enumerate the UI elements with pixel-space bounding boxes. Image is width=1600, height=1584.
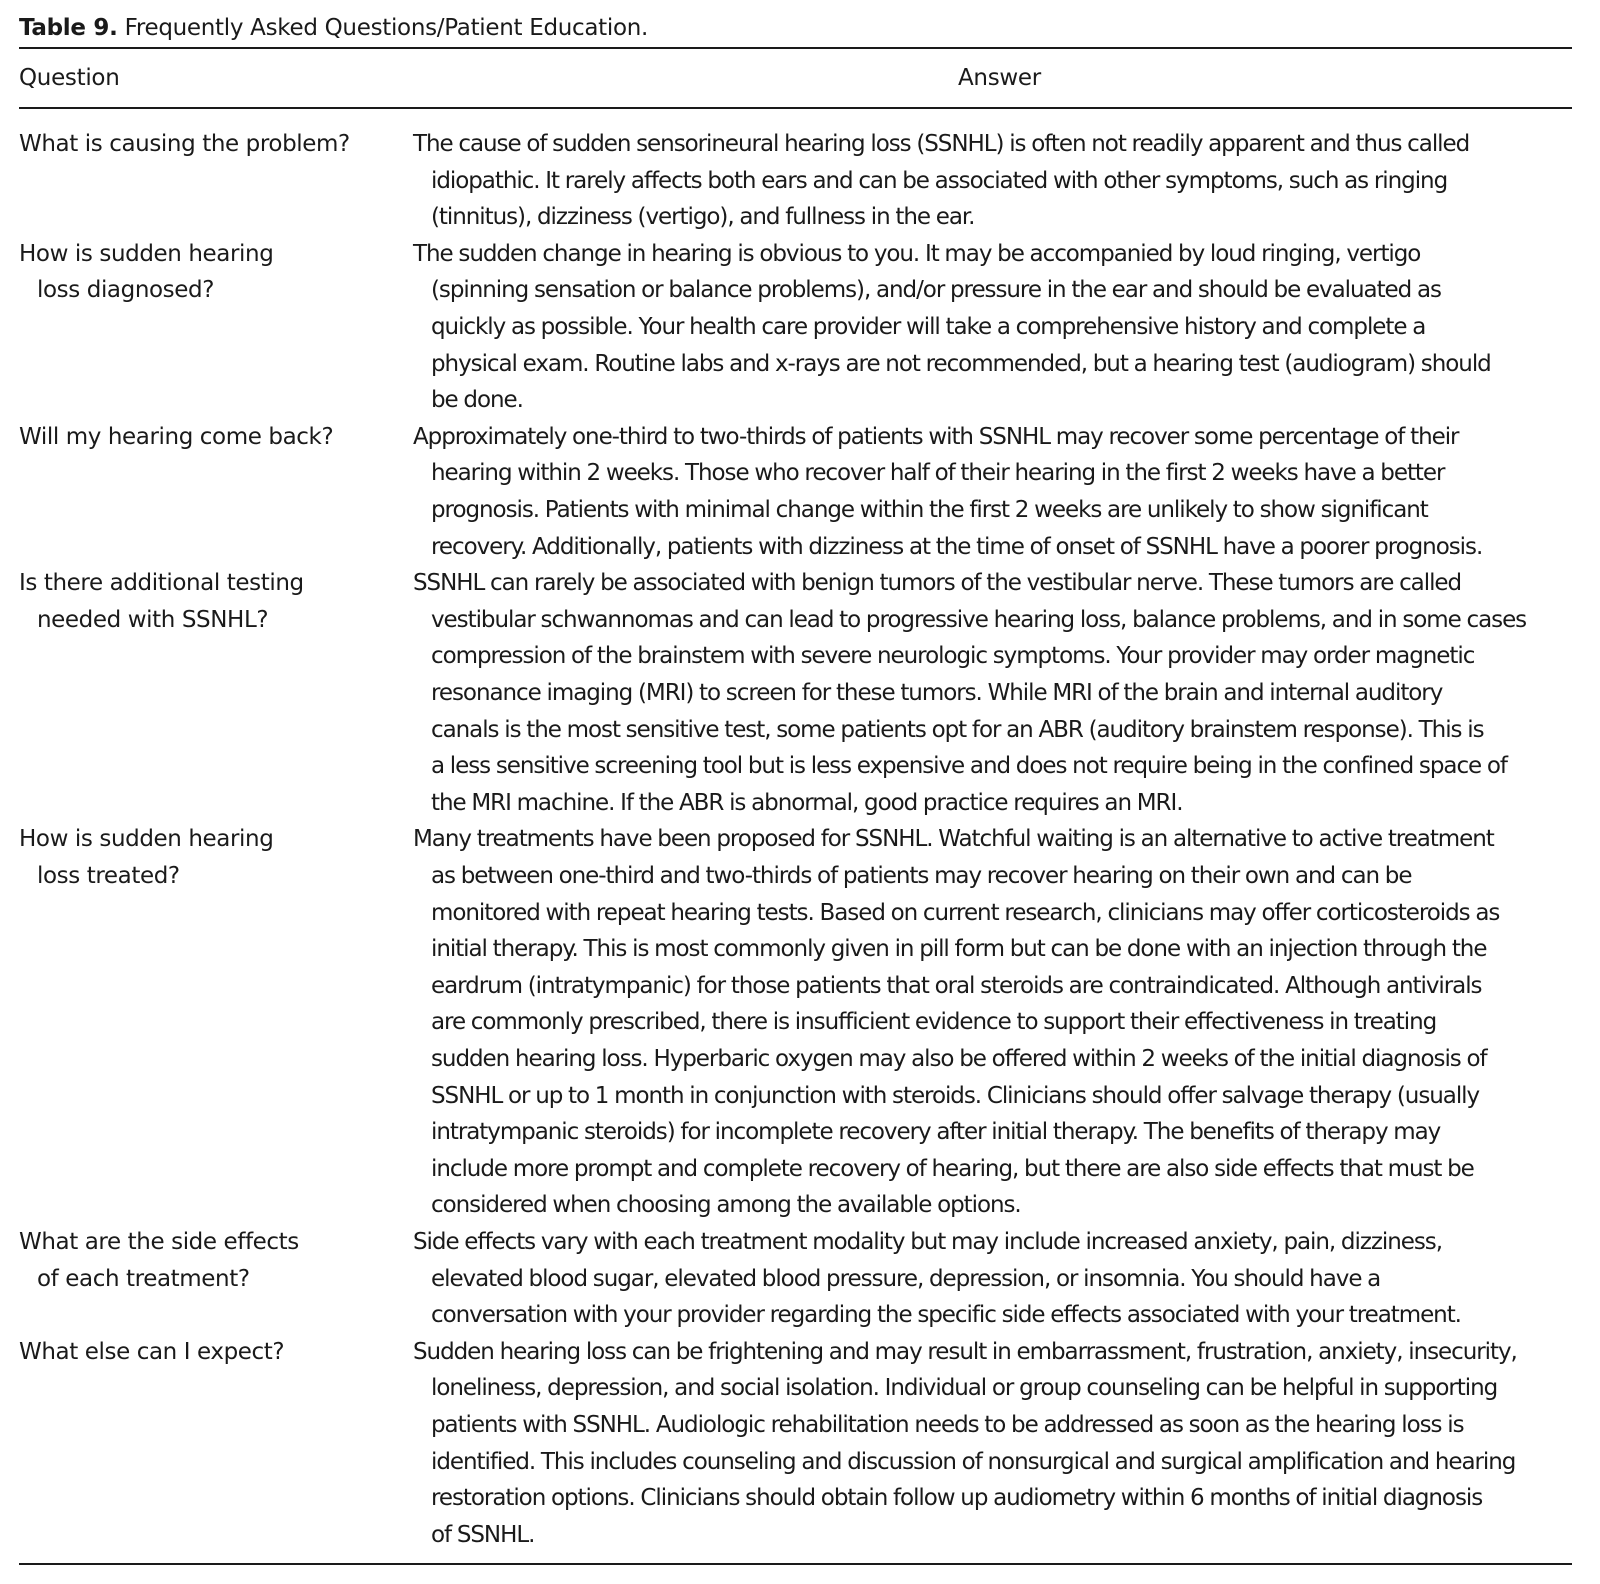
column-header-answer: Answer <box>958 65 1041 91</box>
answer-text: conversation with your provider regarding the specific side effects associated with your treatment. <box>431 1302 1461 1329</box>
answer-text: vestibular schwannomas and can lead to progressive hearing loss, balance problems, and in some cases <box>431 606 1527 633</box>
question-text: What else can I expect? <box>19 1338 285 1365</box>
table-row <box>0 419 1600 565</box>
answer-text: (spinning sensation or balance problems), and/or pressure in the ear and should be evaluated as <box>431 277 1441 304</box>
answer-text: hearing within 2 weeks. Those who recover half of their hearing in the first 2 weeks have a better <box>431 460 1445 487</box>
table-row <box>0 126 1600 236</box>
answer-cell <box>413 419 1588 565</box>
answer-text: a less sensitive screening tool but is less expensive and does not require being in the confined space of <box>431 753 1507 780</box>
answer-text: SSNHL or up to 1 month in conjunction with steroids. Clinicians should offer salvage therapy (usually <box>431 1082 1480 1109</box>
table-title: Frequently Asked Questions/Patient Education. <box>124 15 649 41</box>
answer-text: considered when choosing among the available options. <box>431 1192 1021 1219</box>
answer-text: include more prompt and complete recovery of hearing, but there are also side effects that must be <box>431 1155 1474 1182</box>
answer-text: quickly as possible. Your health care provider will take a comprehensive history and complete a <box>431 313 1426 340</box>
answer-cell <box>413 565 1588 821</box>
bottom-rule <box>19 1563 1572 1565</box>
answer-cell <box>413 236 1588 419</box>
answer-text: SSNHL can rarely be associated with benign tumors of the vestibular nerve. These tumors are called <box>413 570 1462 597</box>
question-text: loss diagnosed? <box>37 277 215 304</box>
table-row <box>0 236 1600 419</box>
answer-text: loneliness, depression, and social isolation. Individual or group counseling can be helpful in supporting <box>431 1375 1498 1402</box>
answer-text: intratympanic steroids) for incomplete recovery after initial therapy. The benefits of therapy may <box>431 1119 1441 1146</box>
answer-text: elevated blood sugar, elevated blood pressure, depression, or insomnia. You should have a <box>431 1265 1381 1292</box>
answer-text: be done. <box>431 387 523 414</box>
column-header-question: Question <box>19 65 120 91</box>
answer-text: resonance imaging (MRI) to screen for these tumors. While MRI of the brain and internal auditory <box>431 679 1443 706</box>
question-text: How is sudden hearing <box>19 240 274 267</box>
answer-text: restoration options. Clinicians should obtain follow up audiometry within 6 months of initial diagnosis <box>431 1485 1483 1512</box>
question-text: of each treatment? <box>37 1265 250 1292</box>
question-cell <box>0 1334 385 1554</box>
table-label: Table 9. <box>19 15 118 41</box>
answer-text: sudden hearing loss. Hyperbaric oxygen may also be offered within 2 weeks of the initial diagnosis of <box>431 1045 1487 1072</box>
answer-cell <box>413 821 1588 1224</box>
answer-text: compression of the brainstem with severe neurologic symptoms. Your provider may order magnetic <box>431 643 1475 670</box>
answer-text: The sudden change in hearing is obvious to you. It may be accompanied by loud ringing, vertigo <box>413 240 1421 267</box>
question-cell <box>0 419 385 565</box>
answer-text: Sudden hearing loss can be frightening and may result in embarrassment, frustration, anxiety, insecurity, <box>413 1338 1517 1365</box>
question-text: Is there additional testing <box>19 570 304 597</box>
table-row <box>0 1334 1600 1554</box>
answer-text: prognosis. Patients with minimal change within the first 2 weeks are unlikely to show significant <box>431 496 1428 523</box>
answer-text: of SSNHL. <box>431 1521 535 1548</box>
table-caption <box>19 12 648 44</box>
table-row <box>0 565 1600 821</box>
answer-text: as between one-third and two-thirds of patients may recover hearing on their own and can be <box>431 862 1412 889</box>
answer-text: physical exam. Routine labs and x-rays are not recommended, but a hearing test (audiogram) should <box>431 350 1491 377</box>
question-cell <box>0 1224 385 1334</box>
answer-text: Approximately one-third to two-thirds of patients with SSNHL may recover some percentage of their <box>413 423 1459 450</box>
question-text: Will my hearing come back? <box>19 423 334 450</box>
answer-text: are commonly prescribed, there is insufficient evidence to support their effectiveness in treating <box>431 1009 1437 1036</box>
question-cell <box>0 236 385 419</box>
answer-text: eardrum (intratympanic) for those patients that oral steroids are contraindicated. Although antivirals <box>431 972 1482 999</box>
answer-text: The cause of sudden sensorineural hearing loss (SSNHL) is often not readily apparent and thus called <box>413 131 1470 157</box>
answer-text: initial therapy. This is most commonly given in pill form but can be done with an injection through the <box>431 936 1487 963</box>
top-rule <box>19 47 1572 49</box>
answer-text: monitored with repeat hearing tests. Based on current research, clinicians may offer corticosteroids as <box>431 899 1500 926</box>
question-text: loss treated? <box>37 862 180 889</box>
answer-text: patients with SSNHL. Audiologic rehabilitation needs to be addressed as soon as the hearing loss is <box>431 1411 1464 1438</box>
question-cell <box>0 565 385 821</box>
table-row <box>0 1224 1600 1334</box>
header-rule <box>19 107 1572 109</box>
answer-cell <box>413 126 1588 236</box>
answer-text: idiopathic. It rarely affects both ears and can be associated with other symptoms, such as ringing <box>431 167 1448 194</box>
answer-text: recovery. Additionally, patients with dizziness at the time of onset of SSNHL have a poorer prognosis. <box>431 533 1483 560</box>
answer-text: Side effects vary with each treatment modality but may include increased anxiety, pain, dizziness, <box>413 1228 1442 1255</box>
question-text: How is sudden hearing <box>19 826 274 853</box>
table-row <box>0 821 1600 1224</box>
answer-cell <box>413 1334 1588 1554</box>
answer-text: (tinnitus), dizziness (vertigo), and fullness in the ear. <box>431 204 975 231</box>
question-cell <box>0 821 385 1224</box>
answer-text: canals is the most sensitive test, some patients opt for an ABR (auditory brainstem response). This is <box>431 716 1484 743</box>
answer-text: identified. This includes counseling and discussion of nonsurgical and surgical amplification and hearing <box>431 1448 1516 1475</box>
table-body <box>0 126 1600 1553</box>
question-text: What is causing the problem? <box>19 131 350 157</box>
question-cell <box>0 126 385 236</box>
question-text: What are the side effects <box>19 1228 299 1255</box>
answer-cell <box>413 1224 1588 1334</box>
answer-text: the MRI machine. If the ABR is abnormal, good practice requires an MRI. <box>431 789 1183 816</box>
answer-text: Many treatments have been proposed for SSNHL. Watchful waiting is an alternative to active treatment <box>413 826 1494 853</box>
question-text: needed with SSNHL? <box>37 606 269 633</box>
